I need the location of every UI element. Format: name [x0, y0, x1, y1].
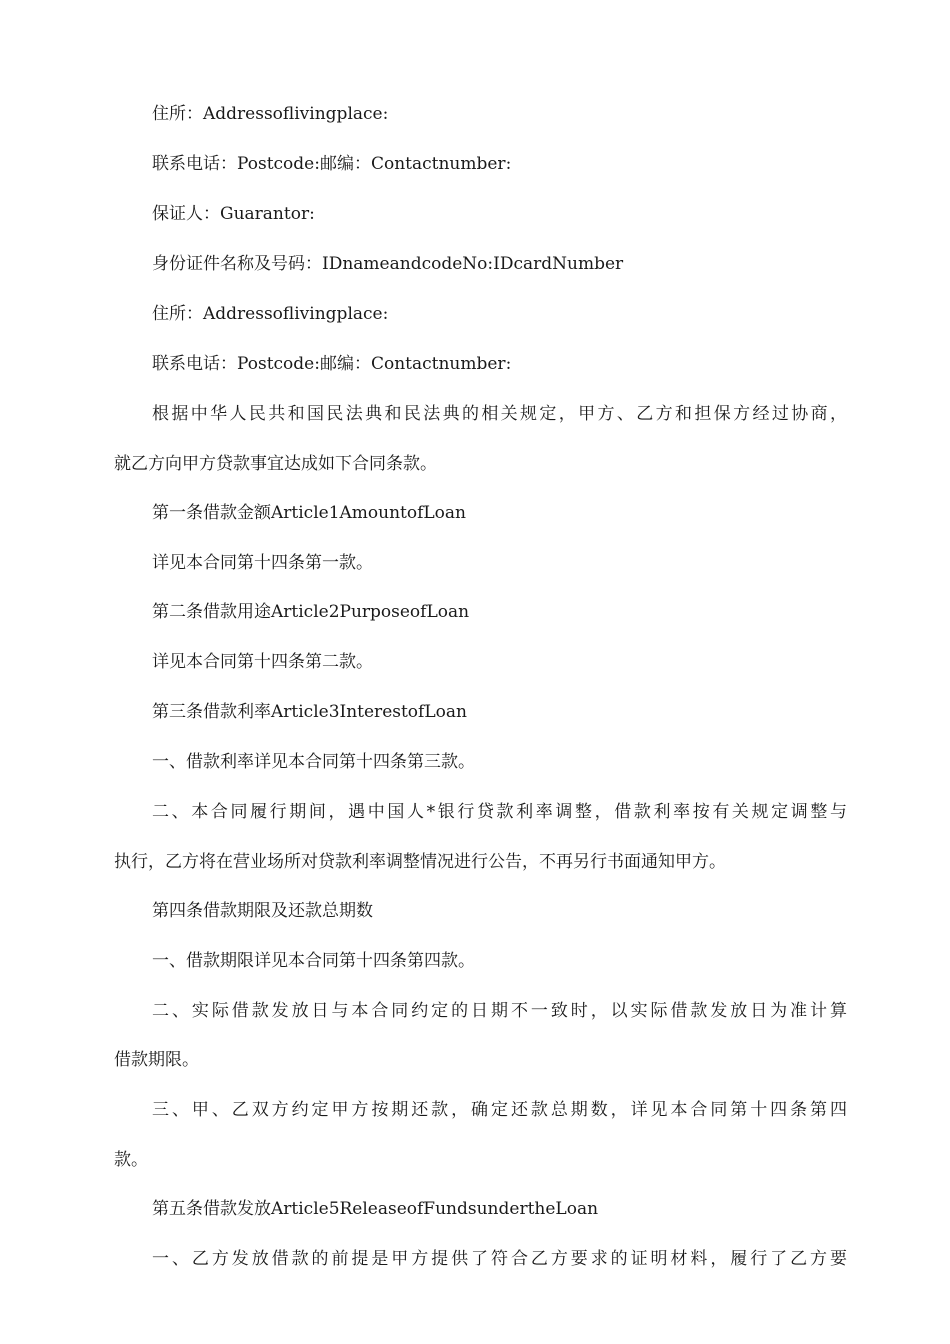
text-line: 保证人：Guarantor: [152, 204, 315, 224]
text-line: 住所：Addressoflivingplace: [152, 104, 389, 124]
text-line: 一、乙方发放借款的前提是甲方提供了符合乙方要求的证明材料，履行了乙方要 [152, 1249, 847, 1269]
article-heading: 第三条借款利率Article3InterestofLoan [152, 702, 467, 722]
article-heading: 第五条借款发放Article5ReleaseofFundsundertheLoan [152, 1199, 599, 1219]
article-heading: 第二条借款用途Article2PurposeofLoan [152, 602, 470, 622]
text-line: 款。 [114, 1150, 148, 1170]
text-line: 一、借款利率详见本合同第十四条第三款。 [152, 752, 475, 772]
text-line: 身份证件名称及号码：IDnameandcodeNo:IDcardNumber [152, 254, 624, 274]
article-heading: 第一条借款金额Article1AmountofLoan [152, 503, 467, 523]
text-line: 三、甲、乙双方约定甲方按期还款，确定还款总期数，详见本合同第十四条第四 [152, 1100, 847, 1120]
text-line: 住所：Addressoflivingplace: [152, 304, 389, 324]
text-line: 二、实际借款发放日与本合同约定的日期不一致时，以实际借款发放日为准计算 [152, 1001, 847, 1021]
text-line: 借款期限。 [114, 1050, 199, 1070]
article-heading: 第四条借款期限及还款总期数 [152, 901, 373, 921]
text-line: 联系电话：Postcode:邮编：Contactnumber: [152, 354, 512, 374]
text-line: 二、本合同履行期间，遇中国人*银行贷款利率调整，借款利率按有关规定调整与 [152, 802, 847, 822]
text-line: 就乙方向甲方贷款事宜达成如下合同条款。 [114, 454, 437, 474]
text-line: 执行，乙方将在营业场所对贷款利率调整情况进行公告，不再另行书面通知甲方。 [114, 852, 726, 872]
text-line: 根据中华人民共和国民法典和民法典的相关规定，甲方、乙方和担保方经过协商， [152, 404, 847, 424]
text-line: 一、借款期限详见本合同第十四条第四款。 [152, 951, 475, 971]
text-line: 详见本合同第十四条第一款。 [152, 553, 373, 573]
text-line: 联系电话：Postcode:邮编：Contactnumber: [152, 154, 512, 174]
text-line: 详见本合同第十四条第二款。 [152, 652, 373, 672]
